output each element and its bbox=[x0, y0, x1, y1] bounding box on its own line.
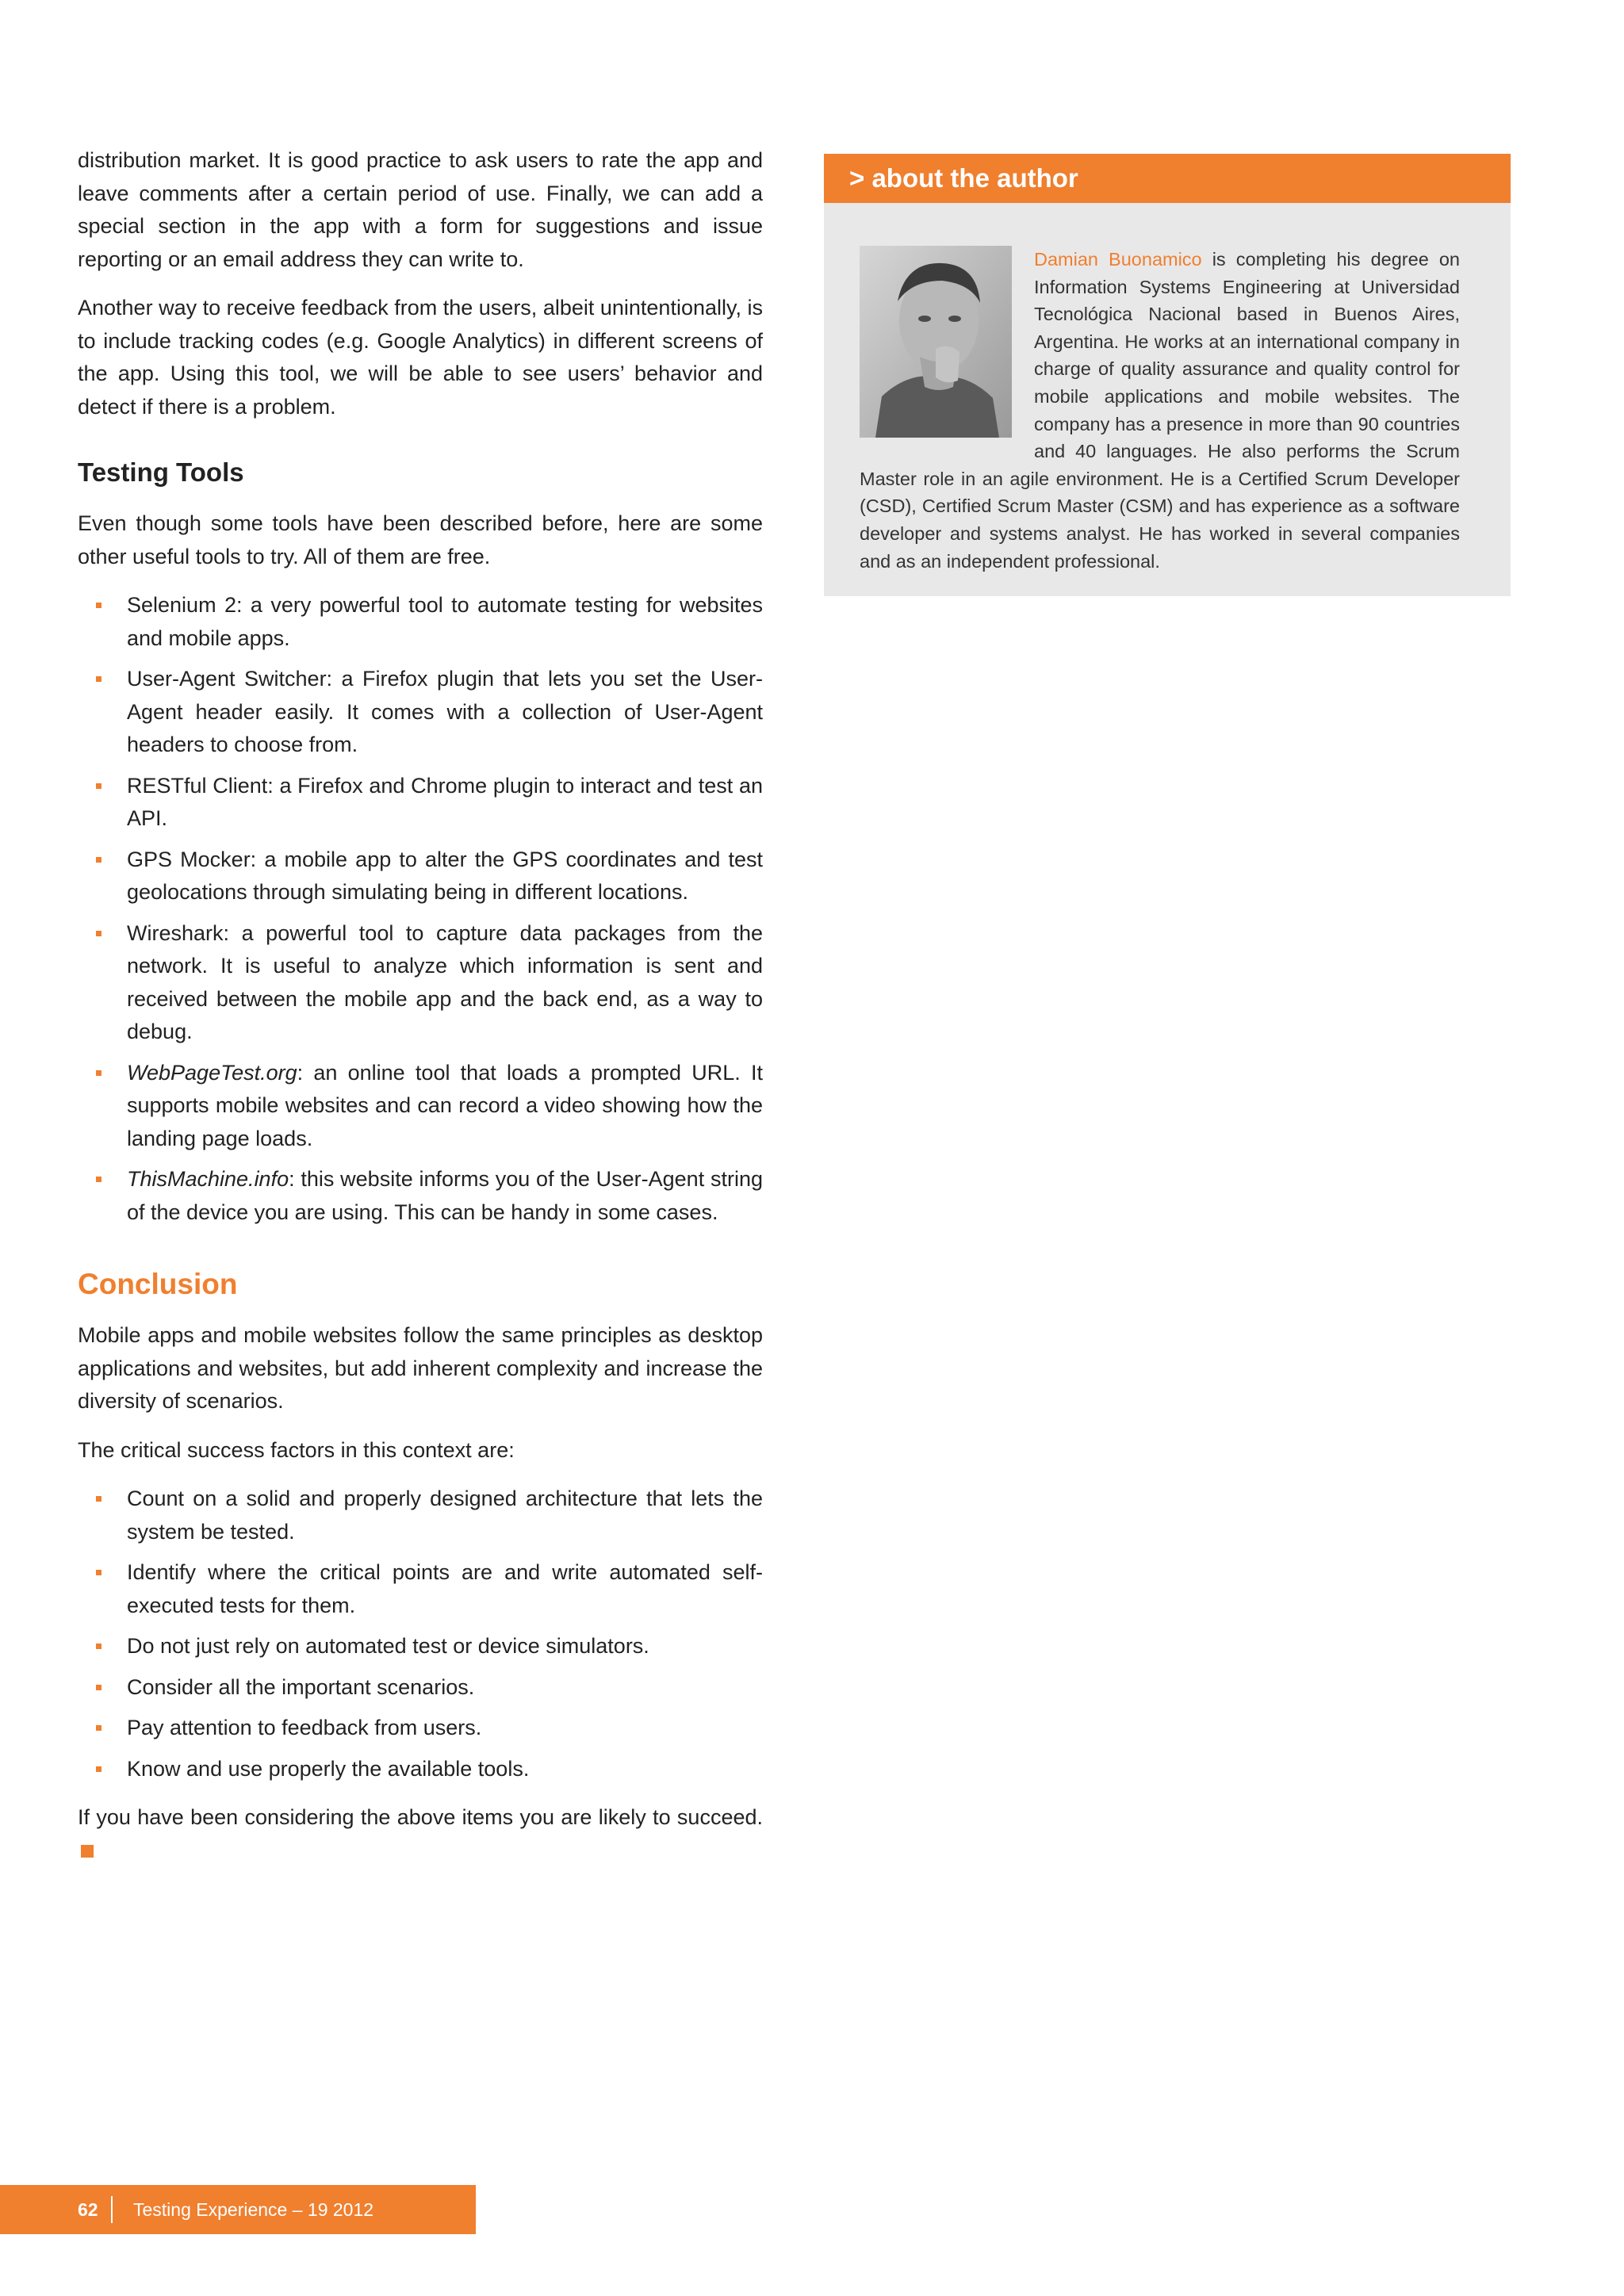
list-item bbox=[78, 663, 763, 762]
list-item-text: Wireshark: a powerful tool to capture data packages from the network. It is useful to analyze which information is sent and received between the mobile app and the back end, as a way to debug. bbox=[127, 920, 763, 1043]
list-item bbox=[78, 770, 763, 836]
bullet-icon bbox=[96, 783, 102, 789]
list-item-text: RESTful Client: a Firefox and Chrome plugin to interact and test an API. bbox=[127, 773, 763, 830]
list-item-text: Identify where the critical points are and write automated self-executed tests for them. bbox=[127, 1560, 763, 1617]
author-bio-text: is completing his degree on Information Systems Engineering at Universidad Tecnológica Nacional based in Buenos Aires, Argentina. He works at an international company in charge of quality assurance and quality control for mobile applications and mobile websites. The company has a presence in more than 90 countries and 40 languages. He also performs the Scrum Master role in an agile environment. He is a Certified Scrum Developer (CSD), Certified Scrum Master (CSM) and has experience as a software developer and systems analyst. He has worked in several companies and as an independent professional. bbox=[860, 249, 1460, 572]
bullet-icon bbox=[96, 1725, 102, 1731]
list-item-text: Pay attention to feedback from users. bbox=[127, 1716, 482, 1739]
list-item bbox=[78, 917, 763, 1049]
list-item-text: Know and use properly the available tools. bbox=[127, 1756, 530, 1781]
list-item bbox=[78, 1057, 763, 1156]
testing-tools-intro: Even though some tools have been described before, here are some other useful tools to try. All of them are free. bbox=[78, 511, 763, 568]
bullet-icon bbox=[96, 1570, 102, 1575]
list-item bbox=[78, 1671, 763, 1705]
list-item bbox=[78, 1630, 763, 1663]
list-item bbox=[78, 1483, 763, 1548]
intro-paragraph-2: Another way to receive feedback from the users, albeit unintentionally, is to include tracking codes (e.g. Google Analytics) in different screens of the app. Using this tool, we will be able to see users’ behavior and detect if there is a problem. bbox=[78, 296, 763, 419]
publication-title: Testing Experience – 19 2012 bbox=[133, 2199, 374, 2220]
author-bio bbox=[824, 203, 1511, 575]
list-item bbox=[78, 844, 763, 909]
bullet-icon bbox=[96, 603, 102, 608]
author-box-header: > about the author bbox=[824, 154, 1511, 203]
list-item-text: User-Agent Switcher: a Firefox plugin that lets you set the User-Agent header easily. It comes with a collection of User-Agent headers to choose from. bbox=[127, 667, 763, 756]
page-number: 62 bbox=[78, 2199, 98, 2220]
success-factors-list bbox=[78, 1483, 763, 1785]
conclusion-heading: Conclusion bbox=[78, 1268, 238, 1300]
bullet-icon bbox=[96, 1766, 102, 1772]
author-name: Damian Buonamico bbox=[1034, 249, 1202, 270]
bullet-icon bbox=[96, 857, 102, 863]
main-column bbox=[78, 144, 763, 1883]
list-item bbox=[78, 1753, 763, 1786]
testing-tools-list bbox=[78, 589, 763, 1229]
list-item bbox=[78, 1163, 763, 1229]
list-item-text: Consider all the important scenarios. bbox=[127, 1674, 475, 1699]
tool-name: ThisMachine.info bbox=[127, 1167, 289, 1191]
list-item-text: Selenium 2: a very powerful tool to automate testing for websites and mobile apps. bbox=[127, 593, 763, 650]
list-item-text: : an online tool that loads a prompted URL. It supports mobile websites and can record a video showing how the landing page loads. bbox=[127, 1060, 763, 1150]
closing-text: If you have been considering the above items you are likely to succeed. bbox=[78, 1805, 763, 1829]
bullet-icon bbox=[96, 1070, 102, 1076]
intro-paragraph-1: distribution market. It is good practice to ask users to rate the app and leave comments after a certain period of use. Finally, we can add a special section in the app with a form for suggestions and issue reporting or an email address they can write to. bbox=[78, 148, 763, 271]
list-item bbox=[78, 1556, 763, 1622]
list-item-text: Count on a solid and properly designed architecture that lets the system be tested. bbox=[127, 1487, 763, 1544]
bullet-icon bbox=[96, 1177, 102, 1182]
list-item-text: : this website informs you of the User-Agent string of the device you are using. This can be handy in some cases. bbox=[127, 1167, 763, 1224]
conclusion-paragraph-2: The critical success factors in this context are: bbox=[78, 1437, 515, 1462]
list-item bbox=[78, 1712, 763, 1745]
about-the-author-box bbox=[824, 154, 1511, 596]
conclusion-paragraph-1: Mobile apps and mobile websites follow the same principles as desktop applications and websites, but add inherent complexity and increase the diversity of scenarios. bbox=[78, 1323, 763, 1413]
testing-tools-heading: Testing Tools bbox=[78, 457, 244, 487]
author-photo bbox=[860, 246, 1012, 438]
tool-name: WebPageTest.org bbox=[127, 1060, 297, 1085]
bullet-icon bbox=[96, 931, 102, 936]
bullet-icon bbox=[96, 1496, 102, 1502]
list-item-text: GPS Mocker: a mobile app to alter the GPS coordinates and test geolocations through simulating being in different locations. bbox=[127, 847, 763, 904]
bullet-icon bbox=[96, 676, 102, 682]
bullet-icon bbox=[96, 1685, 102, 1690]
end-of-article-icon bbox=[81, 1845, 94, 1858]
list-item bbox=[78, 589, 763, 655]
closing-paragraph bbox=[78, 1801, 763, 1867]
list-item-text: Do not just rely on automated test or device simulators. bbox=[127, 1634, 649, 1658]
footer-divider bbox=[111, 2196, 113, 2223]
bullet-icon bbox=[96, 1644, 102, 1649]
page-footer bbox=[0, 2185, 476, 2234]
